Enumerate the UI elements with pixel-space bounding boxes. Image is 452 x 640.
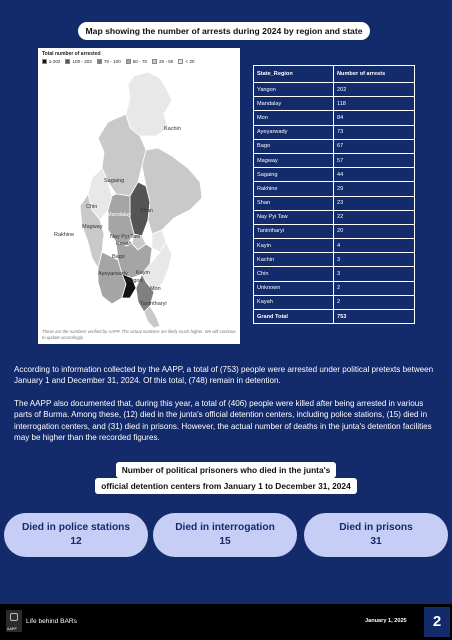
cell-region: Tanintharyi — [254, 224, 334, 238]
table-row — [254, 83, 415, 97]
subtitle-text: Number of political prisoners who died in the junta's — [116, 462, 337, 478]
cell-count: 118 — [334, 97, 415, 111]
table-row — [254, 210, 415, 224]
label-shan: Shan — [140, 208, 153, 214]
stat-value: 12 — [70, 536, 82, 547]
cell-region: Mandalay — [254, 97, 334, 111]
table-row — [254, 295, 415, 309]
cell-count: 3 — [334, 253, 415, 267]
map-note: These are the numbers verified by AAPP. The actual numbers are likely much higher. We will continue to update accordingly. — [42, 329, 236, 340]
label-yangon: Yangon — [124, 278, 143, 284]
label-naypyitaw: Nay Pyi Taw — [110, 234, 141, 240]
table-row — [254, 139, 415, 153]
legend-title: Total number of arrested — [42, 51, 101, 57]
table-row — [254, 125, 415, 139]
cell-region: Yangon — [254, 83, 334, 97]
footer — [0, 604, 452, 640]
label-ayeyarwady: Ayeyarwady — [98, 271, 128, 277]
cell-region: Nay Pyi Taw — [254, 210, 334, 224]
cell-count: 67 — [334, 139, 415, 153]
legend-item — [152, 59, 173, 64]
footer-date: January 1, 2025 — [365, 618, 407, 624]
label-kayah: Kayah — [116, 241, 132, 247]
legend-label: < 20 — [185, 59, 195, 64]
aapp-logo — [6, 610, 22, 632]
cell-region: Kayah — [254, 295, 334, 309]
legend-item — [42, 59, 60, 64]
logo-mark-icon — [10, 613, 18, 621]
region-shan — [142, 148, 202, 234]
stat-label: Died in interrogation — [175, 522, 275, 533]
section-subtitle-line1 — [0, 462, 452, 478]
legend-swatch — [126, 59, 131, 64]
legend-label: 20 - 50 — [159, 59, 174, 64]
cell-count: 202 — [334, 83, 415, 97]
summary-paragraph: According to information collected by the AAPP, a total of (753) people were arrested under political pretexts between January 1 and December 31, 2024. Of this total, (748) remain in detention. — [14, 365, 434, 386]
cell-region: Ayeyarwady — [254, 125, 334, 139]
label-kachin: Kachin — [164, 126, 181, 132]
table-row — [254, 239, 415, 253]
column-header: Number of arrests — [334, 66, 415, 83]
cell-region: Rakhine — [254, 182, 334, 196]
section-subtitle-line2 — [0, 478, 452, 494]
table-row — [254, 97, 415, 111]
legend-item — [178, 59, 194, 64]
table-row — [254, 253, 415, 267]
myanmar-map — [38, 70, 240, 328]
cell-count: 4 — [334, 239, 415, 253]
legend-item — [97, 59, 121, 64]
table-row — [254, 281, 415, 295]
cell-region: Kayin — [254, 239, 334, 253]
label-chin: Chin — [86, 204, 98, 210]
cell-count: 44 — [334, 168, 415, 182]
table-total-row — [254, 310, 415, 324]
cell-count: 84 — [334, 111, 415, 125]
label-kayin: Kayin — [136, 270, 150, 276]
legend-swatch — [65, 59, 70, 64]
legend-label: 70 - 100 — [103, 59, 121, 64]
region-tanintharyi — [144, 306, 160, 328]
legend-label: 50 - 70 — [132, 59, 148, 64]
label-mon: Mon — [150, 286, 161, 292]
cell-total-value: 753 — [334, 310, 415, 324]
label-bago: Bago — [112, 254, 125, 260]
cell-count: 23 — [334, 196, 415, 210]
table-row — [254, 153, 415, 167]
cell-count: 2 — [334, 295, 415, 309]
cell-count: 29 — [334, 182, 415, 196]
legend-swatch — [178, 59, 183, 64]
cell-region: Unknown — [254, 281, 334, 295]
legend-swatch — [97, 59, 102, 64]
cell-region: Shan — [254, 196, 334, 210]
cell-count: 3 — [334, 267, 415, 281]
legend-label: ≥ 202 — [49, 59, 61, 64]
label-sagaing: Sagaing — [104, 178, 125, 184]
map-legend — [42, 59, 194, 64]
legend-swatch — [152, 59, 157, 64]
table-header-row — [254, 66, 415, 83]
subtitle-text: official detention centers from January 1 to December 31, 2024 — [95, 478, 356, 494]
label-tanintharyi: Tanintharyi — [140, 301, 167, 307]
cell-region: Sagaing — [254, 168, 334, 182]
stat-value: 15 — [219, 536, 231, 547]
legend-item — [126, 59, 147, 64]
deaths-paragraph: The AAPP also documented that, during this year, a total of (406) people were killed after being arrested in various parts of Burma. Among these, (12) died in the junta's official detention centers, including police stations, (15) died in interrogation centers, and (31) died in prisons. However, the actual number of deaths in the junta's detention facilities may be higher than the recorded figures. — [14, 399, 432, 443]
label-mandalay: Mandalay — [107, 212, 131, 218]
table-row — [254, 267, 415, 281]
cell-count: 22 — [334, 210, 415, 224]
table-row — [254, 196, 415, 210]
label-magway: Magway — [82, 224, 103, 230]
table-row — [254, 182, 415, 196]
logo-text: AAPP — [7, 627, 17, 631]
stat-label: Died in police stations — [21, 522, 131, 533]
cell-count: 57 — [334, 153, 415, 167]
legend-label: 100 - 202 — [72, 59, 92, 64]
legend-swatch — [42, 59, 47, 64]
column-header: State_Region — [254, 66, 334, 83]
cell-count: 2 — [334, 281, 415, 295]
cell-count: 73 — [334, 125, 415, 139]
stat-label: Died in prisons — [339, 522, 413, 533]
arrests-table — [253, 65, 415, 324]
page-title: Map showing the number of arrests during 2024 by region and state — [78, 22, 370, 40]
cell-region: Chin — [254, 267, 334, 281]
stat-card-interrogation — [153, 513, 297, 557]
footer-brand: Life behind BARs — [26, 618, 77, 625]
stat-card-prisons — [304, 513, 448, 557]
cell-total-label: Grand Total — [254, 310, 334, 324]
cell-region: Kachin — [254, 253, 334, 267]
legend-item — [65, 59, 91, 64]
cell-region: Bago — [254, 139, 334, 153]
stat-card-police-stations — [4, 513, 148, 557]
table-row — [254, 111, 415, 125]
table-row — [254, 224, 415, 238]
arrests-map — [38, 48, 240, 344]
page-number: 2 — [424, 607, 450, 637]
cell-count: 20 — [334, 224, 415, 238]
stat-value: 31 — [370, 536, 382, 547]
cell-region: Mon — [254, 111, 334, 125]
label-rakhine: Rakhine — [54, 232, 75, 238]
cell-region: Magway — [254, 153, 334, 167]
table-row — [254, 168, 415, 182]
